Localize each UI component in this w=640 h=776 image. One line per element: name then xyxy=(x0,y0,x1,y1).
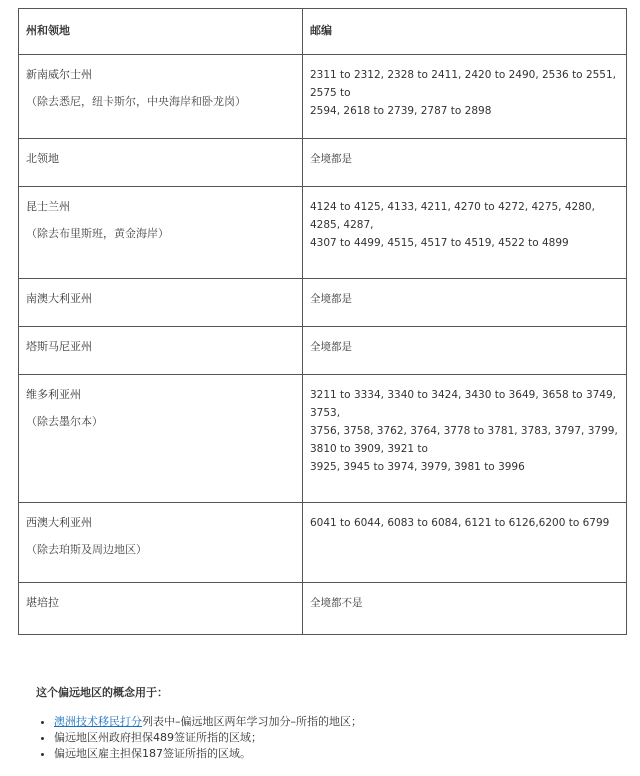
postcode-line: 4307 to 4499, 4515, 4517 to 4519, 4522 to 4899 xyxy=(310,237,569,249)
region-exclusion-note: （除去悉尼，纽卡斯尔，中央海岸和卧龙岗） xyxy=(26,95,246,108)
region-cell xyxy=(19,503,303,583)
postcode-cell xyxy=(303,327,627,375)
table-header-row xyxy=(19,9,627,55)
region-cell xyxy=(19,139,303,187)
postcode-table xyxy=(18,8,627,635)
region-exclusion-note: （除去墨尔本） xyxy=(26,415,103,428)
section-title: 这个偏远地区的概念用于： xyxy=(36,686,168,699)
region-name: 新南威尔士州 xyxy=(26,68,92,81)
region-name: 昆士兰州 xyxy=(26,200,70,213)
postcode-cell xyxy=(303,375,627,503)
usage-item-text: 偏远地区雇主担保187签证所指的区域。 xyxy=(54,747,251,760)
postcode-line: 全境都是 xyxy=(310,293,352,305)
table-row xyxy=(19,375,627,503)
postcode-line: 全境都不是 xyxy=(310,597,363,609)
postcode-cell xyxy=(303,583,627,635)
table-row xyxy=(19,503,627,583)
table-row xyxy=(19,187,627,279)
usage-list xyxy=(36,714,626,762)
table-row xyxy=(19,55,627,139)
region-exclusion-note: （除去布里斯班，黄金海岸） xyxy=(26,227,169,240)
header-postcode: 邮编 xyxy=(303,9,627,55)
postcode-cell xyxy=(303,279,627,327)
region-name: 南澳大利亚州 xyxy=(26,292,92,305)
table-row xyxy=(19,327,627,375)
usage-item-text: 偏远地区州政府担保489签证所指的区域； xyxy=(54,731,262,744)
postcode-line: 全境都是 xyxy=(310,341,352,353)
postcode-cell xyxy=(303,139,627,187)
usage-list-item xyxy=(54,730,626,746)
postcode-line: 4124 to 4125, 4133, 4211, 4270 to 4272, 4275, 4280, 4285, 4287, xyxy=(310,201,595,231)
region-name: 西澳大利亚州 xyxy=(26,516,92,529)
header-region: 州和领地 xyxy=(19,9,303,55)
usage-item-text: 列表中–偏远地区两年学习加分–所指的地区； xyxy=(142,715,362,728)
table-row xyxy=(19,583,627,635)
postcode-line: 3925, 3945 to 3974, 3979, 3981 to 3996 xyxy=(310,461,525,473)
postcode-cell xyxy=(303,187,627,279)
postcode-cell xyxy=(303,55,627,139)
postcode-line: 6041 to 6044, 6083 to 6084, 6121 to 6126,6200 to 6799 xyxy=(310,517,610,529)
table-row xyxy=(19,279,627,327)
table-row xyxy=(19,139,627,187)
region-cell xyxy=(19,187,303,279)
region-name: 塔斯马尼亚州 xyxy=(26,340,92,353)
points-test-link[interactable]: 澳洲技术移民打分 xyxy=(54,715,142,728)
region-cell xyxy=(19,55,303,139)
region-exclusion-note: （除去珀斯及周边地区） xyxy=(26,543,147,556)
postcode-line: 2311 to 2312, 2328 to 2411, 2420 to 2490, 2536 to 2551, 2575 to xyxy=(310,69,617,99)
region-name: 维多利亚州 xyxy=(26,388,81,401)
postcode-line: 3211 to 3334, 3340 to 3424, 3430 to 3649, 3658 to 3749, 3753, xyxy=(310,389,617,419)
region-name: 堪培拉 xyxy=(26,596,59,609)
region-cell xyxy=(19,583,303,635)
region-cell xyxy=(19,279,303,327)
usage-list-item xyxy=(54,714,626,730)
region-cell xyxy=(19,327,303,375)
usage-list-item xyxy=(54,746,626,762)
postcode-line: 全境都是 xyxy=(310,153,352,165)
postcode-line: 3756, 3758, 3762, 3764, 3778 to 3781, 3783, 3797, 3799, 3810 to 3909, 3921 to xyxy=(310,425,618,455)
usage-section xyxy=(36,684,626,762)
region-name: 北领地 xyxy=(26,152,59,165)
postcode-cell xyxy=(303,503,627,583)
postcode-line: 2594, 2618 to 2739, 2787 to 2898 xyxy=(310,105,492,117)
region-cell xyxy=(19,375,303,503)
